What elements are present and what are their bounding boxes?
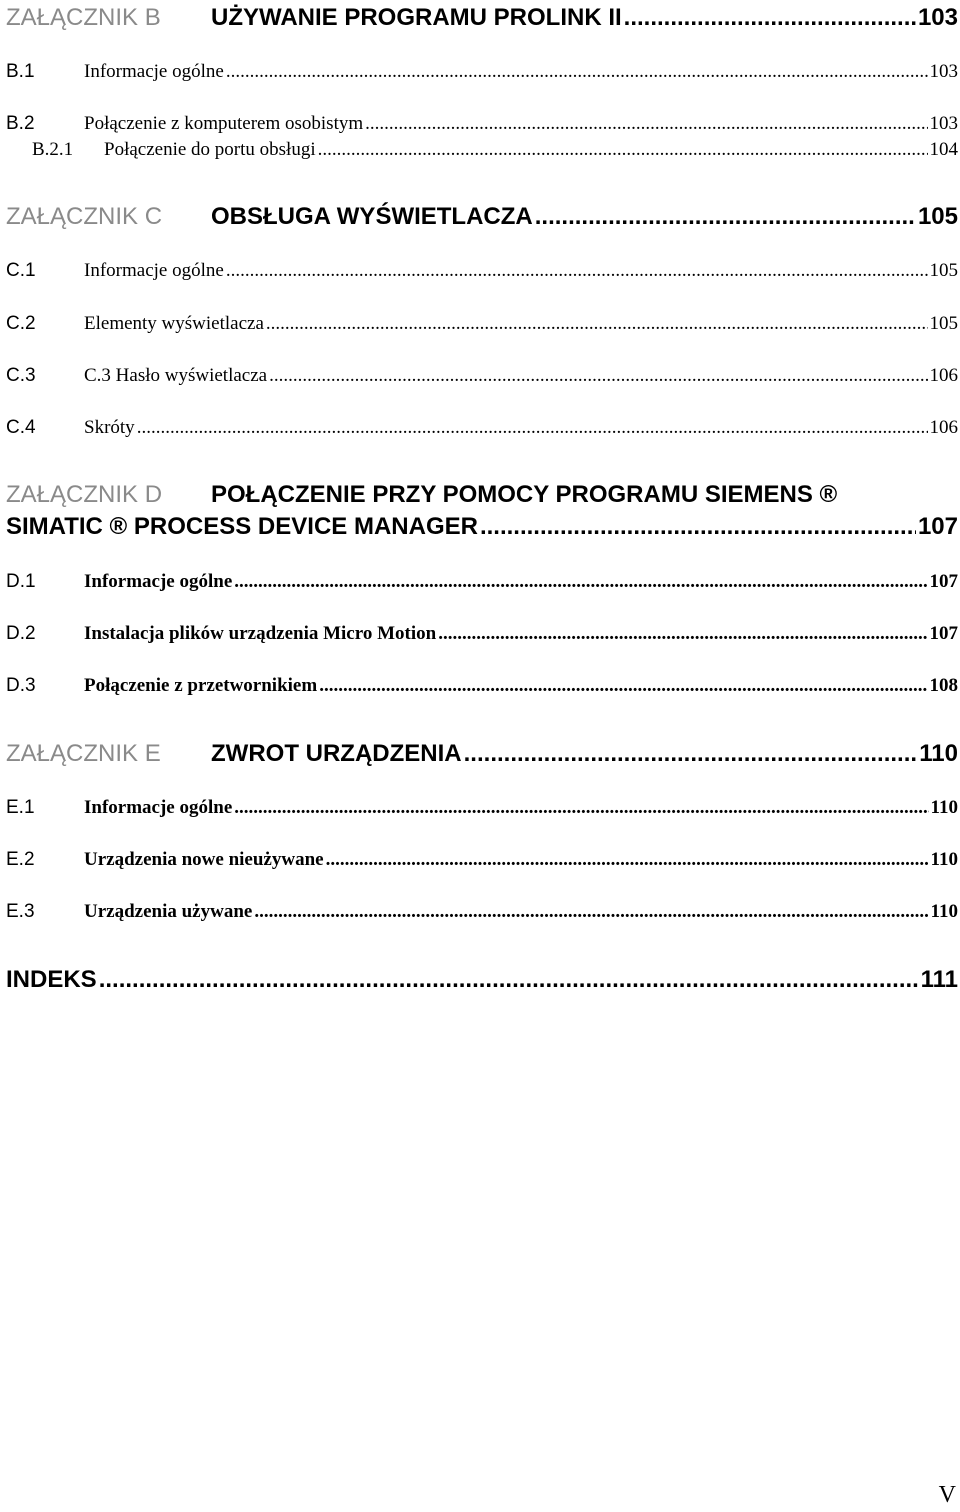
section-title: Połączenie z komputerem osobistym — [84, 113, 364, 134]
chapter-number: ZAŁĄCZNIK B — [6, 4, 161, 31]
dot-leader — [326, 849, 929, 871]
index-page: 111 — [920, 966, 958, 993]
section-number: D.1 — [6, 571, 36, 592]
section-page: 103 — [929, 61, 958, 82]
dot-leader — [226, 61, 928, 83]
toc-section-e1[interactable] — [6, 797, 958, 819]
section-title: Informacje ogólne — [84, 797, 233, 818]
section-page: 106 — [929, 417, 958, 438]
toc-chapter-appendix-d-line2[interactable] — [6, 513, 958, 541]
dot-leader — [226, 260, 928, 282]
section-title: Informacje ogólne — [84, 260, 224, 281]
section-number: B.1 — [6, 61, 35, 82]
dot-leader — [480, 513, 916, 541]
toc-chapter-appendix-b[interactable] — [6, 4, 958, 32]
toc-section-d3[interactable] — [6, 675, 958, 697]
dot-leader — [438, 623, 927, 645]
section-number: C.4 — [6, 417, 36, 438]
toc-chapter-appendix-d-line1[interactable] — [6, 481, 837, 509]
toc-section-e2[interactable] — [6, 849, 958, 871]
chapter-title-line1: POŁĄCZENIE PRZY POMOCY PROGRAMU SIEMENS ® — [211, 481, 838, 508]
section-title: Elementy wyświetlacza — [84, 313, 264, 334]
section-title: Urządzenia nowe nieużywane — [84, 849, 324, 870]
dot-leader — [319, 675, 927, 697]
toc-section-d1[interactable] — [6, 571, 958, 593]
section-number: C.1 — [6, 260, 36, 281]
toc-section-b2[interactable] — [6, 113, 958, 135]
chapter-page: 105 — [917, 203, 958, 230]
section-page: 107 — [929, 571, 958, 592]
index-title: INDEKS — [6, 966, 97, 993]
dot-leader — [318, 139, 928, 161]
chapter-number: ZAŁĄCZNIK D — [6, 481, 163, 508]
section-title: Połączenie z przetwornikiem — [84, 675, 318, 696]
section-page: 110 — [930, 901, 958, 922]
toc-section-d2[interactable] — [6, 623, 958, 645]
chapter-number: ZAŁĄCZNIK C — [6, 203, 163, 230]
chapter-title-line2: SIMATIC ® PROCESS DEVICE MANAGER — [6, 513, 478, 540]
chapter-page: 107 — [917, 513, 958, 540]
section-number: E.2 — [6, 849, 35, 870]
section-page: 105 — [929, 260, 958, 281]
toc-section-e3[interactable] — [6, 901, 958, 923]
section-title: Skróty — [84, 417, 135, 438]
toc-section-c4[interactable] — [6, 417, 958, 439]
chapter-title: UŻYWANIE PROGRAMU PROLINK II — [211, 4, 622, 31]
section-page: 105 — [929, 313, 958, 334]
chapter-page: 103 — [917, 4, 958, 31]
section-number: D.3 — [6, 675, 36, 696]
section-number: E.1 — [6, 797, 35, 818]
dot-leader — [234, 797, 928, 819]
section-page: 106 — [929, 365, 958, 386]
toc-index[interactable] — [6, 966, 958, 994]
section-page: 107 — [929, 623, 958, 644]
toc-subsection-b21[interactable] — [6, 139, 958, 161]
dot-leader — [464, 740, 918, 768]
dot-leader — [234, 571, 927, 593]
dot-leader — [137, 417, 928, 439]
section-number: E.3 — [6, 901, 35, 922]
chapter-number: ZAŁĄCZNIK E — [6, 740, 161, 767]
toc-section-b1[interactable] — [6, 61, 958, 83]
toc-section-c1[interactable] — [6, 260, 958, 282]
toc-section-c2[interactable] — [6, 313, 958, 335]
dot-leader — [254, 901, 928, 923]
section-title: Informacje ogólne — [84, 61, 224, 82]
dot-leader — [365, 113, 927, 135]
section-number: D.2 — [6, 623, 36, 644]
section-title: Urządzenia używane — [84, 901, 253, 922]
subsection-page: 104 — [929, 139, 958, 160]
dot-leader — [269, 365, 927, 387]
page-number: V — [938, 1482, 956, 1508]
section-number: C.3 — [6, 365, 36, 386]
section-title: Informacje ogólne — [84, 571, 233, 592]
subsection-title: Połączenie do portu obsługi — [104, 139, 316, 160]
chapter-title: ZWROT URZĄDZENIA — [211, 740, 462, 767]
dot-leader — [99, 966, 919, 994]
dot-leader — [535, 203, 916, 231]
section-number: C.2 — [6, 313, 36, 334]
toc-chapter-appendix-c[interactable] — [6, 203, 958, 231]
subsection-number: B.2.1 — [32, 139, 74, 160]
chapter-page: 110 — [919, 740, 958, 767]
section-page: 110 — [930, 797, 958, 818]
toc-section-c3[interactable] — [6, 365, 958, 387]
toc-chapter-appendix-e[interactable] — [6, 740, 958, 768]
dot-leader — [266, 313, 928, 335]
section-page: 103 — [929, 113, 958, 134]
section-title: Instalacja plików urządzenia Micro Motion — [84, 623, 437, 644]
dot-leader — [624, 4, 916, 32]
section-page: 108 — [929, 675, 958, 696]
section-title: C.3 Hasło wyświetlacza — [84, 365, 268, 386]
section-number: B.2 — [6, 113, 35, 134]
section-page: 110 — [930, 849, 958, 870]
chapter-title: OBSŁUGA WYŚWIETLACZA — [211, 203, 533, 230]
